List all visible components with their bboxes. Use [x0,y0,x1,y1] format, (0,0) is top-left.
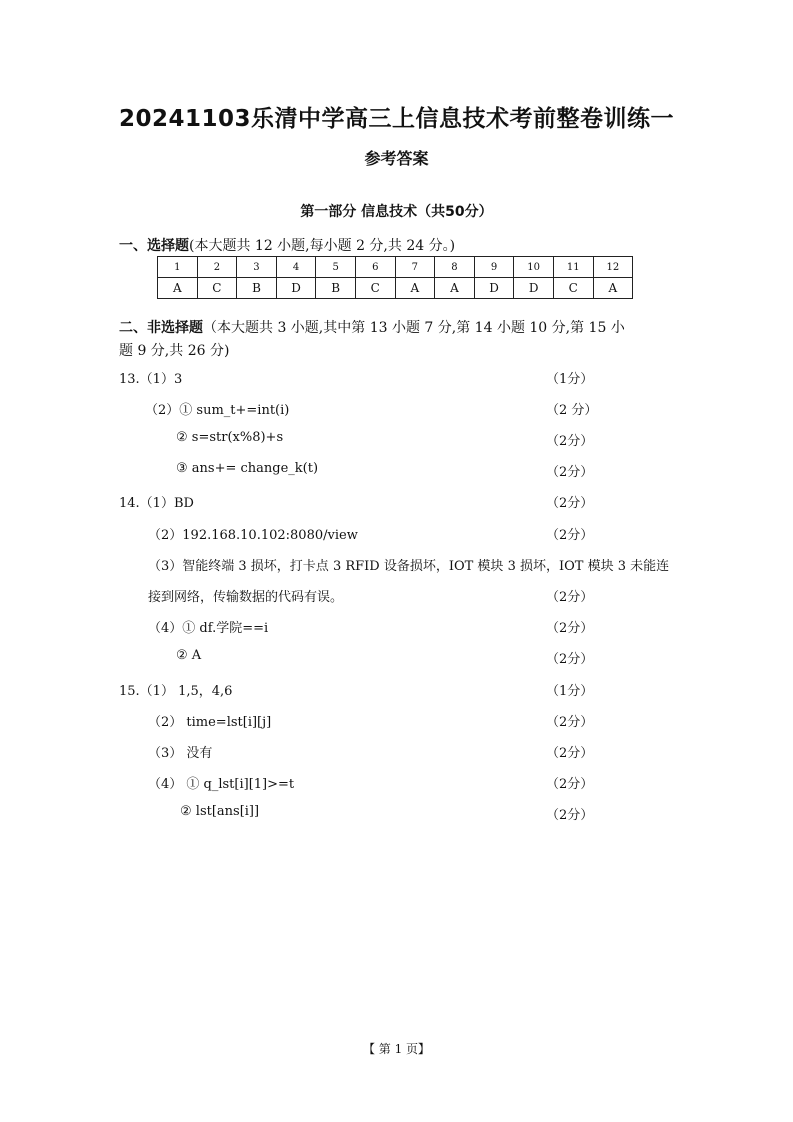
answer-cell: B [237,278,277,299]
answer-cell: C [355,278,395,299]
answer-line: 15.（1） 1,5，4,6 [119,684,233,699]
answer-score: （2分） [546,715,594,730]
answer-score: （2分） [546,434,594,449]
question-number-row [158,257,633,278]
question-number: 6 [355,257,395,278]
question-number: 9 [474,257,514,278]
answer-line: ③ ans+= change_k(t) [176,461,319,476]
answer-cell: D [276,278,316,299]
answer-score: （2分） [546,621,594,636]
question-number: 8 [435,257,475,278]
answer-cell: B [316,278,356,299]
answer-cell: A [593,278,633,299]
answer-cell: D [474,278,514,299]
answer-line: （4） ① q_lst[i][1]>=t [148,777,295,792]
question-number: 7 [395,257,435,278]
answer-line: ② lst[ans[i]] [180,804,260,819]
answer-line: （2）① sum_t+=int(i) [145,403,290,418]
answer-cell: A [158,278,198,299]
section2-heading [119,317,625,337]
answer-score: （2 分） [546,403,598,418]
answer-line: 13.（1）3 [119,372,183,387]
choice-answer-table [157,256,633,299]
answer-cell: C [553,278,593,299]
section2-note-line2: 题 9 分,共 26 分) [119,343,230,359]
answer-score: （2分） [546,496,594,511]
answer-score: （2分） [546,808,594,823]
question-number: 11 [553,257,593,278]
answer-score: （1分） [546,372,594,387]
section1-label: 一、选择题 [119,238,189,254]
answer-cell: C [197,278,237,299]
page-footer: 【 第 1 页】 [362,1042,431,1056]
answer-cell: D [514,278,554,299]
section1-note: (本大题共 12 小题,每小题 2 分,共 24 分。) [189,238,456,254]
answer-score: （2分） [546,777,594,792]
answer-line: 14.（1）BD [119,496,194,511]
document-subtitle: 参考答案 [364,149,429,168]
answer-cell: A [395,278,435,299]
section1-heading [119,235,455,255]
answer-score: （2分） [546,590,594,605]
answer-line: （2） time=lst[i][j] [148,715,272,730]
answer-cell: A [435,278,475,299]
question-number: 2 [197,257,237,278]
answer-score: （2分） [546,465,594,480]
answer-row [158,278,633,299]
document-title: 20241103乐清中学高三上信息技术考前整卷训练一 [118,106,675,132]
answer-line: ② s=str(x%8)+s [176,430,284,445]
question-number: 5 [316,257,356,278]
answer-line: （4）① df.学院==i [148,621,269,636]
answer-line: （3） 没有 [148,746,213,761]
question-number: 1 [158,257,198,278]
answer-line: （3）智能终端 3 损坏，打卡点 3 RFID 设备损坏，IOT 模块 3 损坏，IOT 模块 3 未能连 [148,559,670,574]
answer-score: （2分） [546,528,594,543]
answer-line: （2）192.168.10.102:8080/view [148,528,358,543]
answer-score: （2分） [546,652,594,667]
answer-line: 接到网络，传输数据的代码有误。 [148,590,344,605]
answer-line: ② A [176,648,202,663]
question-number: 12 [593,257,633,278]
question-number: 3 [237,257,277,278]
section2-label: 二、非选择题 [119,320,203,336]
part-heading: 第一部分 信息技术（共50分） [300,204,493,220]
answer-score: （1分） [546,684,594,699]
answer-score: （2分） [546,746,594,761]
question-number: 4 [276,257,316,278]
question-number: 10 [514,257,554,278]
section2-note-line1: （本大题共 3 小题,其中第 13 小题 7 分,第 14 小题 10 分,第 15 小 [203,320,625,336]
